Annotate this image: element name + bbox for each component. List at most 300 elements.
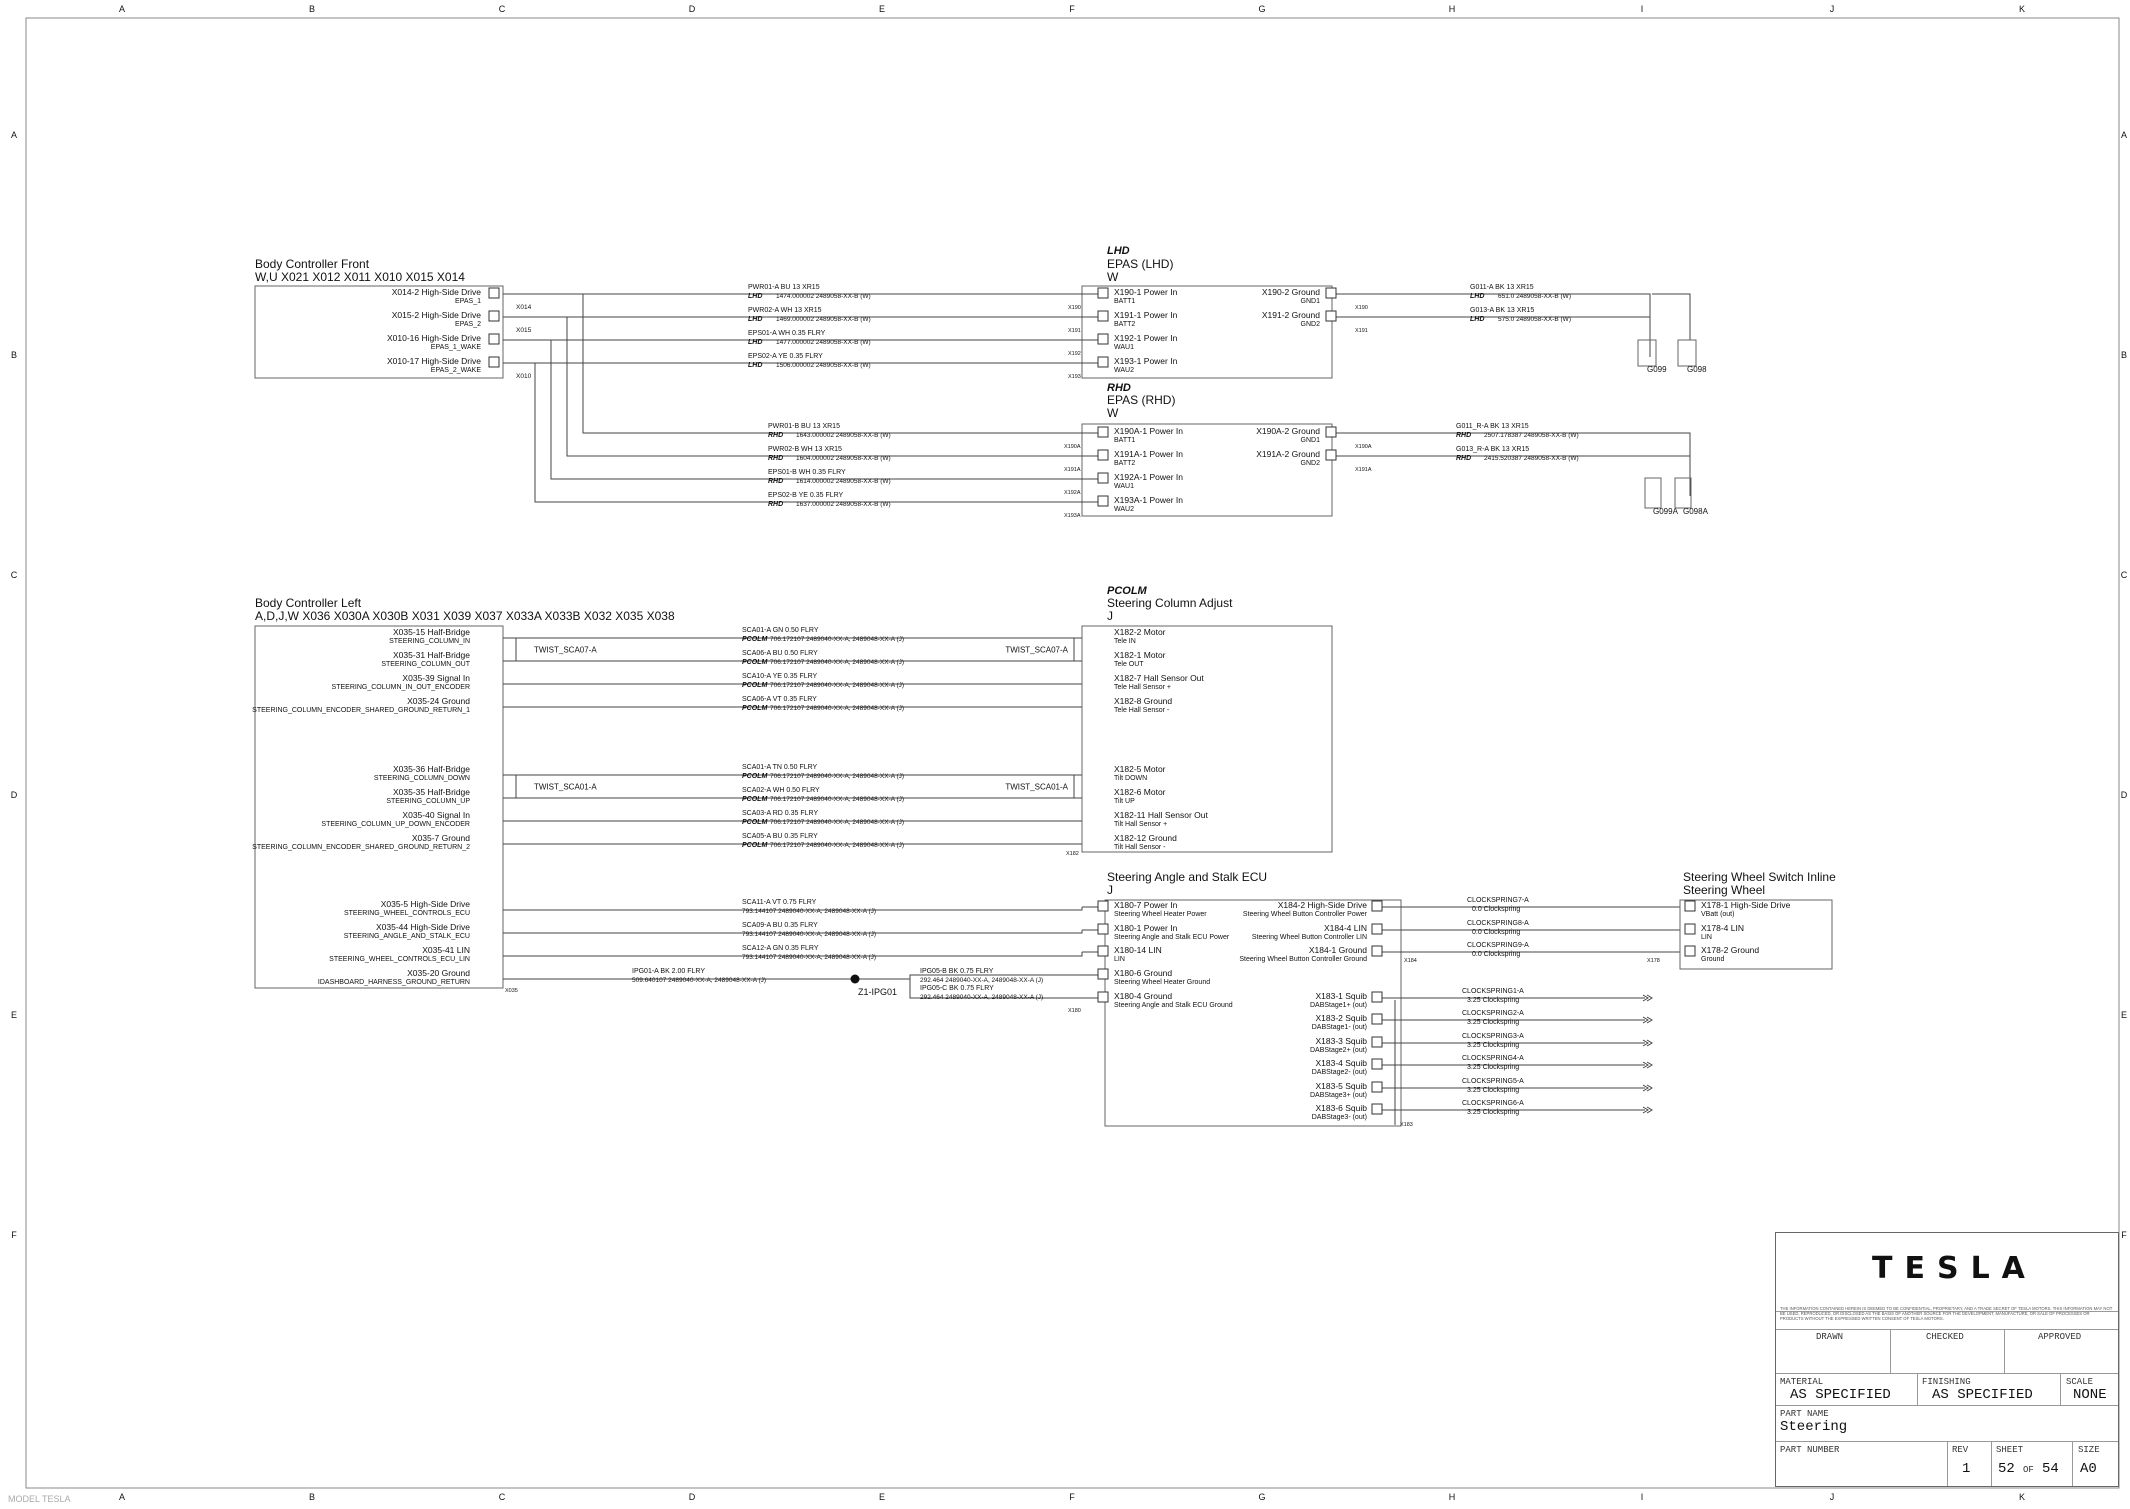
wire-variant: PCOLM	[742, 773, 768, 780]
wire-length-part: 292.464 2489040-XX-A, 2489048-XX-A (J)	[920, 977, 1044, 984]
bcl-pin-sub: STEERING_ANGLE_AND_STALK_ECU	[343, 933, 470, 940]
clockspring-label: CLOCKSPRING8-A	[1467, 920, 1529, 927]
pin-box	[1372, 901, 1382, 911]
sas-pin-sub: Steering Wheel Heater Ground	[1114, 979, 1211, 986]
wire-variant: LHD	[748, 339, 763, 346]
bcl-pin-sub: STEERING_COLUMN_ENCODER_SHARED_GROUND_RETURN_1	[252, 707, 470, 714]
conn-ref: X191A	[1355, 467, 1372, 473]
wire-length-part: 706.172107 2489040-XX-A, 2489048-XX-A (J)	[770, 705, 905, 712]
bcl-pin-label: X035-15 Half-Bridge	[392, 627, 470, 637]
epas-pin-sub: BATT1	[1114, 298, 1136, 305]
epas-gnd-label: X190A-2 Ground	[1256, 426, 1320, 436]
conn-ref: X190A	[1355, 444, 1372, 450]
pcolm-pin-label: X182-6 Motor	[1114, 787, 1166, 797]
wire-variant: RHD	[1456, 432, 1472, 439]
pin-box	[1098, 473, 1108, 483]
pin-box	[489, 311, 499, 321]
wire-length-part: 706.172107 2489040-XX-A, 2489048-XX-A (J)	[770, 659, 905, 666]
bcf-pin-sub: EPAS_1_WAKE	[430, 344, 481, 351]
conn-ref: X190	[1068, 305, 1081, 311]
zone-col-top: E	[878, 4, 886, 14]
rhd-tag: RHD	[1107, 382, 1131, 394]
wire-variant: PCOLM	[742, 659, 768, 666]
bcf-pin-label: X015-2 High-Side Drive	[391, 310, 481, 320]
sas-pin-sub: Steering Wheel Button Controller LIN	[1251, 934, 1367, 941]
sas-pin-label: X180-14 LIN	[1114, 945, 1162, 955]
zone-col-top: J	[1829, 4, 1835, 14]
zone-row-right: D	[2120, 790, 2128, 800]
wire-length-part: 1477.000002 2489058-XX-B (W)	[776, 339, 871, 346]
bcf-pin-sub: EPAS_2	[455, 321, 481, 328]
splice-label: Z1-IPG01	[858, 987, 898, 997]
pcolm-pin-label: X182-12 Ground	[1114, 833, 1177, 843]
sws-title2: Steering Wheel	[1683, 883, 1766, 897]
bcl-pin-sub: STEERING_COLUMN_OUT	[381, 661, 470, 668]
sas-pin-label: X180-7 Power In	[1114, 900, 1178, 910]
drawn-label: DRAWN	[1816, 1332, 1844, 1342]
zone-col-top: A	[118, 4, 126, 14]
bcl-pin-sub: STEERING_COLUMN_UP	[386, 798, 470, 805]
epas-pin-sub: WAU2	[1114, 506, 1134, 513]
epas-pin-label: X191A-1 Power In	[1114, 449, 1183, 459]
twist-label: TWIST_SCA07-A	[534, 645, 597, 655]
pcolm-pin-sub: Tele Hall Sensor +	[1114, 684, 1172, 691]
clockspring-label: CLOCKSPRING7-A	[1467, 897, 1529, 904]
bcf-pin-label: X010-16 High-Side Drive	[386, 333, 481, 343]
sws-pin-label: X178-4 LIN	[1701, 923, 1744, 933]
wire-spec: PWR02-A WH 13 XR15	[748, 307, 822, 314]
sws-pin-label: X178-1 High-Side Drive	[1701, 900, 1791, 910]
pin-box	[1372, 992, 1382, 1002]
wire	[1336, 456, 1690, 496]
clockspring-label: CLOCKSPRING4-A	[1462, 1055, 1524, 1062]
zone-row-left: D	[10, 790, 18, 800]
ground-symbol	[1638, 340, 1656, 366]
pin-box	[1098, 992, 1108, 1002]
zone-row-left: E	[10, 1010, 18, 1020]
wire-spec: SCA01-A GN 0.50 FLRY	[742, 627, 819, 634]
pin-box	[1372, 1104, 1382, 1114]
wire-variant: PCOLM	[742, 796, 768, 803]
zone-col-top: I	[1640, 4, 1644, 14]
sheet-value: 52	[1998, 1461, 2015, 1477]
pin-box	[1326, 427, 1336, 437]
bcl-pin-sub: STEERING_COLUMN_DOWN	[373, 775, 470, 782]
zone-row-left: A	[10, 130, 18, 140]
squib-sub: DABStage2+ (out)	[1309, 1047, 1367, 1054]
wire-spec: SCA11-A VT 0.75 FLRY	[742, 899, 817, 906]
wire	[1652, 294, 1690, 340]
epas-pin-label: X193-1 Power In	[1114, 356, 1178, 366]
ground-name: G098A	[1683, 507, 1708, 516]
sas-sub: J	[1107, 883, 1113, 897]
part-name-label: PART NAME	[1780, 1409, 1829, 1419]
sheet-total-value: 54	[2042, 1461, 2059, 1477]
pin-box	[1098, 969, 1108, 979]
zone-col-bottom: D	[688, 1492, 696, 1502]
ground-symbol	[1678, 340, 1696, 366]
clockspring-label: CLOCKSPRING9-A	[1467, 942, 1529, 949]
wiring-lines	[255, 286, 1832, 1126]
wire-spec: SCA09-A BU 0.35 FLRY	[742, 922, 818, 929]
bcl-connectors: A,D,J,W X036 X030A X030B X031 X039 X037 X033A X033B X032 X035 X038	[255, 609, 675, 623]
part-number-label: PART NUMBER	[1780, 1445, 1840, 1455]
squib-sub: DABStage3- (out)	[1311, 1114, 1367, 1121]
wire-length-part: 575.0 2489058-XX-B (W)	[1498, 316, 1571, 323]
bcl-pin-label: X035-41 LIN	[422, 945, 470, 955]
pin-box	[489, 334, 499, 344]
squib-label: X183-5 Squib	[1315, 1081, 1367, 1091]
wire-length-part: 706.172107 2489040-XX-A, 2489048-XX-A (J)	[770, 842, 905, 849]
sas-pin-sub: Steering Wheel Button Controller Ground	[1239, 956, 1367, 963]
wire-spec: SCA06-A VT 0.35 FLRY	[742, 696, 817, 703]
conn-ref: X190	[1355, 305, 1368, 311]
epas-gnd-sub: GND1	[1300, 298, 1320, 305]
bcl-pin-sub: STEERING_COLUMN_UP_DOWN_ENCODER	[321, 821, 470, 828]
wire-length-part: 1474.000002 2489058-XX-B (W)	[776, 293, 871, 300]
wire-spec: PWR01-A BU 13 XR15	[748, 284, 820, 291]
wire-length-part: 706.172107 2489040-XX-A, 2489048-XX-A (J)	[770, 773, 905, 780]
sws-pin-label: X178-2 Ground	[1701, 945, 1760, 955]
material-value: AS SPECIFIED	[1790, 1387, 1891, 1403]
zone-row-right: E	[2120, 1010, 2128, 1020]
epas-pin-label: X191-1 Power In	[1114, 310, 1178, 320]
wire-length-part: 706.172107 2489040-XX-A, 2489048-XX-A (J)	[770, 796, 905, 803]
pcolm-pin-label: X182-5 Motor	[1114, 764, 1166, 774]
zone-col-bottom: K	[2018, 1492, 2026, 1502]
wire-variant: PCOLM	[742, 682, 768, 689]
zone-row-right: F	[2121, 1230, 2127, 1240]
epas-pin-label: X193A-1 Power In	[1114, 495, 1183, 505]
bcl-pin-label: X035-24 Ground	[407, 696, 470, 706]
pin-box	[1326, 311, 1336, 321]
bcl-pin-label: X035-35 Half-Bridge	[392, 787, 470, 797]
wire-spec: SCA03-A RD 0.35 FLRY	[742, 810, 819, 817]
zone-row-right: A	[2120, 130, 2128, 140]
clockspring-sub: 3.25 Clockspring	[1467, 1109, 1520, 1116]
wire-variant: PCOLM	[742, 636, 768, 643]
sws-pin-sub: Ground	[1701, 956, 1725, 963]
ground-name: G099A	[1653, 507, 1678, 516]
pin-box	[1372, 1037, 1382, 1047]
epas-pin-sub: BATT1	[1114, 437, 1136, 444]
sas-pin-sub: Steering Angle and Stalk ECU Power	[1114, 934, 1230, 941]
pin-box	[1685, 924, 1695, 934]
wire-spec: IPG01-A BK 2.00 FLRY	[632, 968, 706, 975]
wire-spec: SCA02-A WH 0.50 FLRY	[742, 787, 820, 794]
pin-box	[1372, 946, 1382, 956]
pcolm-pin-sub: Tilt UP	[1114, 798, 1135, 805]
zone-col-top: F	[1069, 4, 1075, 14]
finishing-label: FINISHING	[1922, 1377, 1971, 1387]
wire	[1336, 317, 1650, 357]
sas-pin-sub: Steering Wheel Heater Power	[1114, 911, 1207, 918]
sas-pin-sub: Steering Wheel Button Controller Power	[1242, 911, 1367, 918]
wire-variant: RHD	[1456, 455, 1472, 462]
wire-variant: PCOLM	[742, 705, 768, 712]
footer-model-label: MODEL TESLA	[8, 1494, 71, 1504]
pcolm-pin-sub: Tele IN	[1114, 638, 1136, 645]
twist-label: TWIST_SCA01-A	[534, 782, 597, 792]
pin-box	[1098, 901, 1108, 911]
pin-box	[1098, 946, 1108, 956]
bcl-pin-label: X035-5 High-Side Drive	[380, 899, 470, 909]
wire-variant: PCOLM	[742, 842, 768, 849]
sas-pin-label: X184-4 LIN	[1324, 923, 1367, 933]
confidentiality-notice: THE INFORMATION CONTAINED HEREIN IS DEEMED TO BE CONFIDENTIAL, PROPRIETARY, AND A TRADE SECRET OF TESLA MOTORS. THIS INFORMATION MAY NOT BE USED, REPRODUCED, OR DISCLOSED AS THE BASIS OF ANOTHER SOURCE FOR THE DEVELOPMENT, MANUFACTURE, OR SALE OF PROCESSES OR PRODUCTS WITHOUT THE EXPRESSED WRITTEN CONSENT OF TESLA MOTORS.	[1780, 1306, 2113, 1321]
epas-pin-label: X190-1 Power In	[1114, 287, 1178, 297]
splice-dot	[851, 975, 860, 984]
pin-box	[1372, 1082, 1382, 1092]
wire-variant: LHD	[1470, 293, 1485, 300]
zone-row-right: C	[2120, 570, 2128, 580]
zone-col-bottom: A	[118, 1492, 126, 1502]
bcf-pin-sub: EPAS_1	[455, 298, 481, 305]
size-value: A0	[2080, 1461, 2097, 1477]
clockspring-sub: 3.25 Clockspring	[1467, 1087, 1520, 1094]
wire-spec: SCA10-A YE 0.35 FLRY	[742, 673, 818, 680]
epas-gnd-sub: GND1	[1300, 437, 1320, 444]
wire-length-part: 509.640107 2489040-XX-A, 2489048-XX-A (J)	[632, 977, 767, 984]
pin-box	[1326, 288, 1336, 298]
pcolm-pin-label: X182-2 Motor	[1114, 627, 1166, 637]
ground-name: G098	[1687, 365, 1707, 374]
conn-ref: X178	[1647, 958, 1660, 964]
wire-spec: SCA01-A TN 0.50 FLRY	[742, 764, 818, 771]
wire-variant: RHD	[768, 501, 784, 508]
bcl-pin-sub: STEERING_COLUMN_IN	[389, 638, 470, 645]
pin-box	[1685, 946, 1695, 956]
conn-ref: X184	[1404, 958, 1417, 964]
pin-box	[1372, 1014, 1382, 1024]
pcolm-pin-label: X182-8 Ground	[1114, 696, 1173, 706]
pcolm-pin-sub: Tilt Hall Sensor +	[1114, 821, 1168, 828]
pcolm-sub: J	[1107, 609, 1113, 623]
wire-spec: IPG05-C BK 0.75 FLRY	[920, 985, 994, 992]
wire-length-part: 706.172107 2489040-XX-A, 2489048-XX-A (J)	[770, 636, 905, 643]
epas-gnd-sub: GND2	[1300, 460, 1320, 467]
zone-col-top: D	[688, 4, 696, 14]
pcolm-pin-sub: Tilt Hall Sensor -	[1114, 844, 1166, 851]
sas-pin-label: X184-2 High-Side Drive	[1277, 900, 1367, 910]
epas-gnd-label: X190-2 Ground	[1261, 287, 1320, 297]
conn-ref: X191	[1068, 328, 1081, 334]
epas-pin-sub: BATT2	[1114, 321, 1136, 328]
lhd-tag: LHD	[1107, 245, 1130, 257]
zone-row-left: F	[11, 1230, 17, 1240]
sas-pin-sub: Steering Angle and Stalk ECU Ground	[1114, 1002, 1233, 1009]
sas-pin-label: X180-6 Ground	[1114, 968, 1173, 978]
bcf-pin-label: X014-2 High-Side Drive	[391, 287, 481, 297]
wire-spec: EPS02-B YE 0.35 FLRY	[768, 492, 844, 499]
wire	[1336, 433, 1690, 473]
wire-spec: EPS01-B WH 0.35 FLRY	[768, 469, 846, 476]
pin-box	[1098, 427, 1108, 437]
zone-row-right: B	[2120, 350, 2128, 360]
pcolm-pin-label: X182-11 Hall Sensor Out	[1114, 810, 1208, 820]
bcl-pin-sub: STEERING_WHEEL_CONTROLS_ECU_LIN	[329, 956, 470, 963]
clockspring-sub: 3.25 Clockspring	[1467, 1064, 1520, 1071]
wire-length-part: 793.144107 2489040-XX-A, 2489048-XX-A (J)	[742, 954, 877, 961]
rhd-title: EPAS (RHD)	[1107, 393, 1176, 407]
squib-label: X183-1 Squib	[1315, 991, 1367, 1001]
wire-variant: RHD	[768, 455, 784, 462]
wire-length-part: 1637.000002 2489058-XX-B (W)	[796, 501, 891, 508]
bcf-connectors: W,U X021 X012 X011 X010 X015 X014	[255, 270, 465, 284]
pcolm-pin-label: X182-1 Motor	[1114, 650, 1166, 660]
conn-ref: X193	[1068, 374, 1081, 380]
pin-box	[1098, 311, 1108, 321]
zone-col-bottom: F	[1069, 1492, 1075, 1502]
pcolm-pin-sub: Tilt DOWN	[1114, 775, 1148, 782]
lhd-sub: W	[1107, 270, 1119, 284]
pin-box	[1098, 357, 1108, 367]
pcolm-tag: PCOLM	[1107, 585, 1147, 597]
wire-length-part: 793.144107 2489040-XX-A, 2489048-XX-A (J)	[742, 931, 877, 938]
zone-col-bottom: G	[1258, 1492, 1266, 1502]
conn-ref: X182	[1066, 851, 1079, 857]
pin-box	[1098, 334, 1108, 344]
wire-spec: G013_R-A BK 13 XR15	[1456, 446, 1530, 453]
zone-col-top: H	[1448, 4, 1456, 14]
scale-label: SCALE	[2066, 1377, 2094, 1387]
zone-col-bottom: C	[498, 1492, 506, 1502]
wire-length-part: 1604.000002 2489058-XX-B (W)	[796, 455, 891, 462]
clockspring-label: CLOCKSPRING5-A	[1462, 1078, 1524, 1085]
conn-ref: X190A	[1064, 444, 1081, 450]
twist-label: TWIST_SCA01-A	[1005, 782, 1068, 792]
sas-pin-label: X184-1 Ground	[1308, 945, 1367, 955]
sws-title: Steering Wheel Switch Inline	[1683, 870, 1836, 884]
wire-length-part: 706.172107 2489040-XX-A, 2489048-XX-A (J)	[770, 819, 905, 826]
pcolm-pin-sub: Tele OUT	[1114, 661, 1144, 668]
epas-gnd-label: X191-2 Ground	[1261, 310, 1320, 320]
wire	[1336, 294, 1650, 334]
conn-ref: X014	[516, 304, 532, 311]
wire-length-part: 651.0 2489058-XX-B (W)	[1498, 293, 1571, 300]
epas-pin-label: X192-1 Power In	[1114, 333, 1178, 343]
wire-length-part: 706.172107 2489040-XX-A, 2489048-XX-A (J)	[770, 682, 905, 689]
squib-label: X183-2 Squib	[1315, 1013, 1367, 1023]
clockspring-label: CLOCKSPRING2-A	[1462, 1010, 1524, 1017]
wire-variant: LHD	[748, 362, 763, 369]
bcl-pin-label: X035-20 Ground	[407, 968, 470, 978]
squib-label: X183-3 Squib	[1315, 1036, 1367, 1046]
clockspring-sub: 0.0 Clockspring	[1472, 951, 1521, 958]
zone-row-left: B	[10, 350, 18, 360]
ground-name: G099	[1647, 365, 1667, 374]
conn-ref: X191	[1355, 328, 1368, 334]
wire-length-part: 1506.000002 2489058-XX-B (W)	[776, 362, 871, 369]
bcl-pin-sub: STEERING_COLUMN_ENCODER_SHARED_GROUND_RETURN_2	[252, 844, 470, 851]
wire-variant: RHD	[768, 432, 784, 439]
bcl-pin-label: X035-7 Ground	[411, 833, 470, 843]
bcf-pin-sub: EPAS_2_WAKE	[430, 367, 481, 374]
epas-pin-label: X192A-1 Power In	[1114, 472, 1183, 482]
epas-pin-label: X190A-1 Power In	[1114, 426, 1183, 436]
bcl-pin-sub: STEERING_WHEEL_CONTROLS_ECU	[343, 910, 470, 917]
wire-spec: G011_R-A BK 13 XR15	[1456, 423, 1529, 430]
wire-spec: PWR02-B WH 13 XR15	[768, 446, 842, 453]
material-label: MATERIAL	[1780, 1377, 1824, 1387]
wire-length-part: 793.144107 2489040-XX-A, 2489048-XX-A (J)	[742, 908, 877, 915]
conn-ref: X183	[1400, 1122, 1413, 1128]
wire-spec: G013-A BK 13 XR15	[1470, 307, 1535, 314]
squib-sub: DABStage1- (out)	[1311, 1024, 1367, 1031]
wire-variant: PCOLM	[742, 819, 768, 826]
squib-label: X183-4 Squib	[1315, 1058, 1367, 1068]
lhd-title: EPAS (LHD)	[1107, 257, 1174, 271]
wire-length-part: 2507.178387 2489058-XX-B (W)	[1484, 432, 1579, 439]
sws-pin-sub: LIN	[1701, 934, 1712, 941]
epas-pin-sub: WAU1	[1114, 483, 1134, 490]
bcf-pin-label: X010-17 High-Side Drive	[386, 356, 481, 366]
zone-col-bottom: I	[1640, 1492, 1644, 1502]
epas-gnd-sub: GND2	[1300, 321, 1320, 328]
zone-col-bottom: H	[1448, 1492, 1456, 1502]
conn-ref: X192A	[1064, 490, 1081, 496]
squib-sub: DABStage2- (out)	[1311, 1069, 1367, 1076]
conn-ref: X010	[516, 373, 532, 380]
rhd-sub: W	[1107, 406, 1119, 420]
pin-box	[1685, 901, 1695, 911]
bcl-pin-label: X035-36 Half-Bridge	[392, 764, 470, 774]
twist-label: TWIST_SCA07-A	[1005, 645, 1068, 655]
squib-label: X183-6 Squib	[1315, 1103, 1367, 1113]
zone-col-top: K	[2018, 4, 2026, 14]
clockspring-label: CLOCKSPRING6-A	[1462, 1100, 1524, 1107]
bcl-pin-label: X035-31 Half-Bridge	[392, 650, 470, 660]
bcl-title: Body Controller Left	[255, 596, 362, 610]
conn-ref: X180	[1068, 1008, 1081, 1014]
pcolm-pin-label: X182-7 Hall Sensor Out	[1114, 673, 1204, 683]
zone-col-bottom: J	[1829, 1492, 1835, 1502]
wire-length-part: 1469.000002 2489058-XX-B (W)	[776, 316, 871, 323]
wire-spec: G011-A BK 13 XR15	[1470, 284, 1534, 291]
wire-variant: LHD	[1470, 316, 1485, 323]
wire-variant: LHD	[748, 293, 763, 300]
wire-spec: SCA05-A BU 0.35 FLRY	[742, 833, 818, 840]
ground-symbol	[1675, 478, 1691, 508]
squib-sub: DABStage3+ (out)	[1309, 1092, 1367, 1099]
pcolm-pin-sub: Tele Hall Sensor -	[1114, 707, 1170, 714]
clockspring-sub: 3.25 Clockspring	[1467, 1042, 1520, 1049]
approved-label: APPROVED	[2038, 1332, 2082, 1342]
clockspring-sub: 0.0 Clockspring	[1472, 906, 1521, 913]
sas-pin-sub: LIN	[1114, 956, 1125, 963]
squib-sub: DABStage1+ (out)	[1309, 1002, 1367, 1009]
wire-length-part: 292.464 2489040-XX-A, 2489048-XX-A (J)	[920, 994, 1044, 1001]
wire-length-part: 1614.000002 2489058-XX-B (W)	[796, 478, 891, 485]
wire-variant: LHD	[748, 316, 763, 323]
zone-col-top: C	[498, 4, 506, 14]
wire-spec: PWR01-B BU 13 XR15	[768, 423, 840, 430]
zone-row-left: C	[10, 570, 18, 580]
sas-title: Steering Angle and Stalk ECU	[1107, 870, 1268, 884]
tesla-logo: TESLA	[1872, 1251, 2037, 1286]
clockspring-sub: 3.25 Clockspring	[1467, 997, 1520, 1004]
sws-pin-sub: VBatt (out)	[1701, 911, 1735, 918]
size-label: SIZE	[2078, 1445, 2100, 1455]
conn-ref: X035	[505, 988, 518, 994]
pin-box	[1372, 924, 1382, 934]
epas-pin-sub: BATT2	[1114, 460, 1136, 467]
pin-box	[489, 288, 499, 298]
wire-spec: EPS01-A WH 0.35 FLRY	[748, 330, 826, 337]
pin-box	[1098, 288, 1108, 298]
bcl-pin-sub: STEERING_COLUMN_IN_OUT_ENCODER	[331, 684, 470, 691]
bcl-pin-label: X035-44 High-Side Drive	[375, 922, 470, 932]
